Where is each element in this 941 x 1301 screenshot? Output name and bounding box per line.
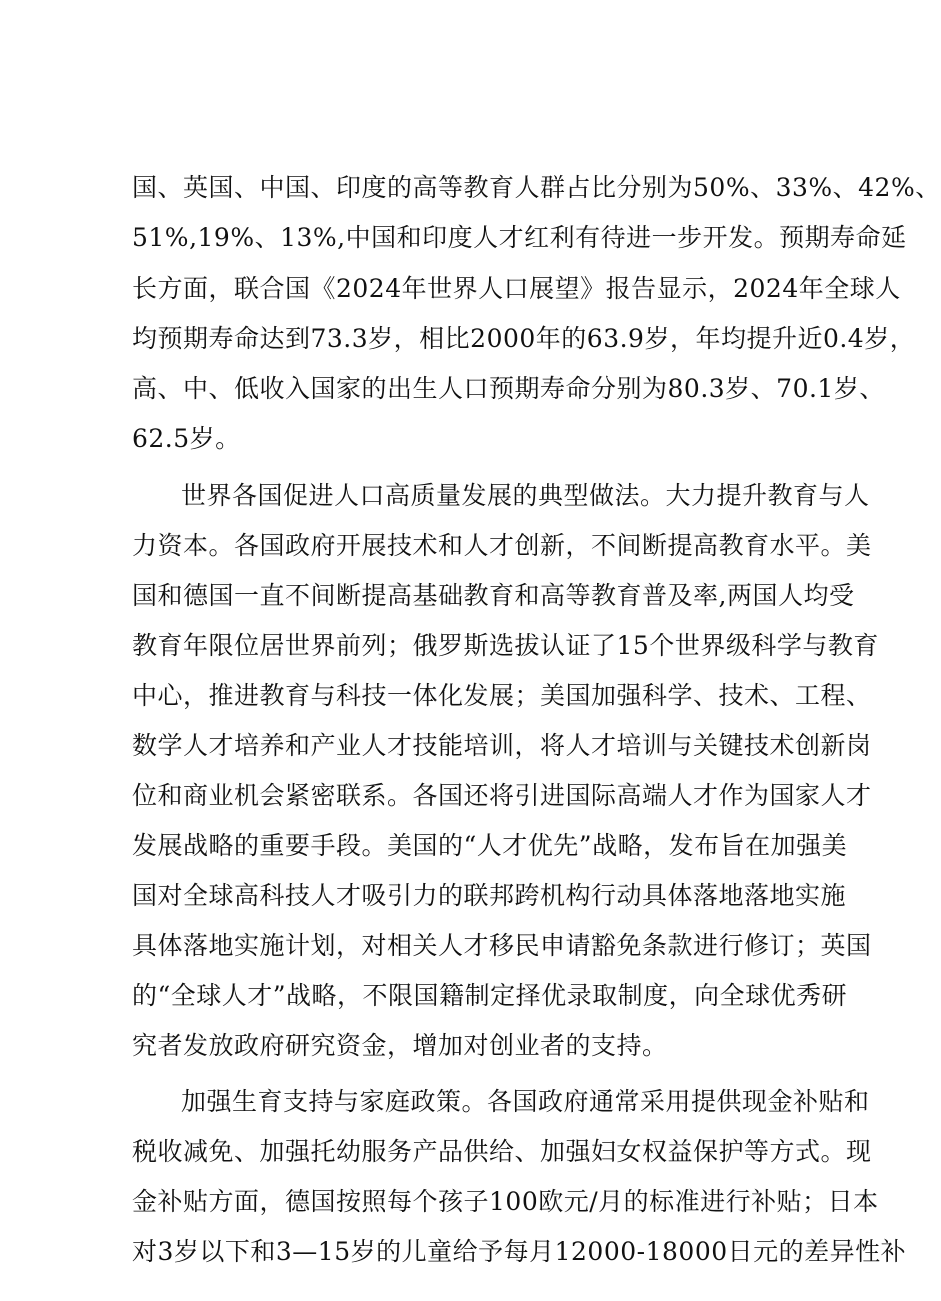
text-line: 对3岁以下和3—15岁的儿童给予每月12000-18000日元的差异性补 <box>132 1237 907 1266</box>
text-line: 税收减免、加强托幼服务产品供给、加强妇女权益保护等方式。现 <box>132 1137 872 1166</box>
text-line: 力资本。各国政府开展技术和人才创新，不间断提高教育水平。美 <box>132 531 872 560</box>
text-line: 的“全球人才”战略，不限国籍制定择优录取制度，向全球优秀研 <box>132 981 848 1010</box>
text-line: 国和德国一直不间断提高基础教育和高等教育普及率,两国人均受 <box>132 581 855 610</box>
text-line: 教育年限位居世界前列；俄罗斯选拔认证了15个世界级科学与教育 <box>132 631 879 660</box>
text-line: 62.5岁。 <box>132 424 241 453</box>
text-line: 具体落地实施计划，对相关人才移民申请豁免条款进行修订；英国 <box>132 931 872 960</box>
text-line: 长方面，联合国《2024年世界人口展望》报告显示，2024年全球人 <box>132 274 901 303</box>
text-line: 国对全球高科技人才吸引力的联邦跨机构行动具体落地落地实施 <box>132 881 847 910</box>
text-line: 究者发放政府研究资金，增加对创业者的支持。 <box>132 1031 668 1060</box>
text-line: 高、中、低收入国家的出生人口预期寿命分别为80.3岁、70.1岁、 <box>132 374 885 403</box>
text-line: 发展战略的重要手段。美国的“人才优先”战略，发布旨在加强美 <box>132 831 848 860</box>
text-line: 中心，推进教育与科技一体化发展；美国加强科学、技术、工程、 <box>132 681 872 710</box>
text-line: 国、英国、中国、印度的高等教育人群占比分别为50%、33%、42%、 <box>132 173 941 202</box>
text-line: 加强生育支持与家庭政策。各国政府通常采用提供现金补贴和 <box>181 1087 870 1116</box>
text-line: 均预期寿命达到73.3岁，相比2000年的63.9岁，年均提升近0.4岁， <box>132 324 916 353</box>
text-line: 世界各国促进人口高质量发展的典型做法。大力提升教育与人 <box>181 481 870 510</box>
text-line: 51%,19%、13%,中国和印度人才红利有待进一步开发。预期寿命延 <box>132 223 907 252</box>
text-line: 金补贴方面，德国按照每个孩子100欧元/月的标准进行补贴；日本 <box>132 1187 879 1216</box>
text-line: 位和商业机会紧密联系。各国还将引进国际高端人才作为国家人才 <box>132 781 872 810</box>
text-line: 数学人才培养和产业人才技能培训，将人才培训与关键技术创新岗 <box>132 731 872 760</box>
